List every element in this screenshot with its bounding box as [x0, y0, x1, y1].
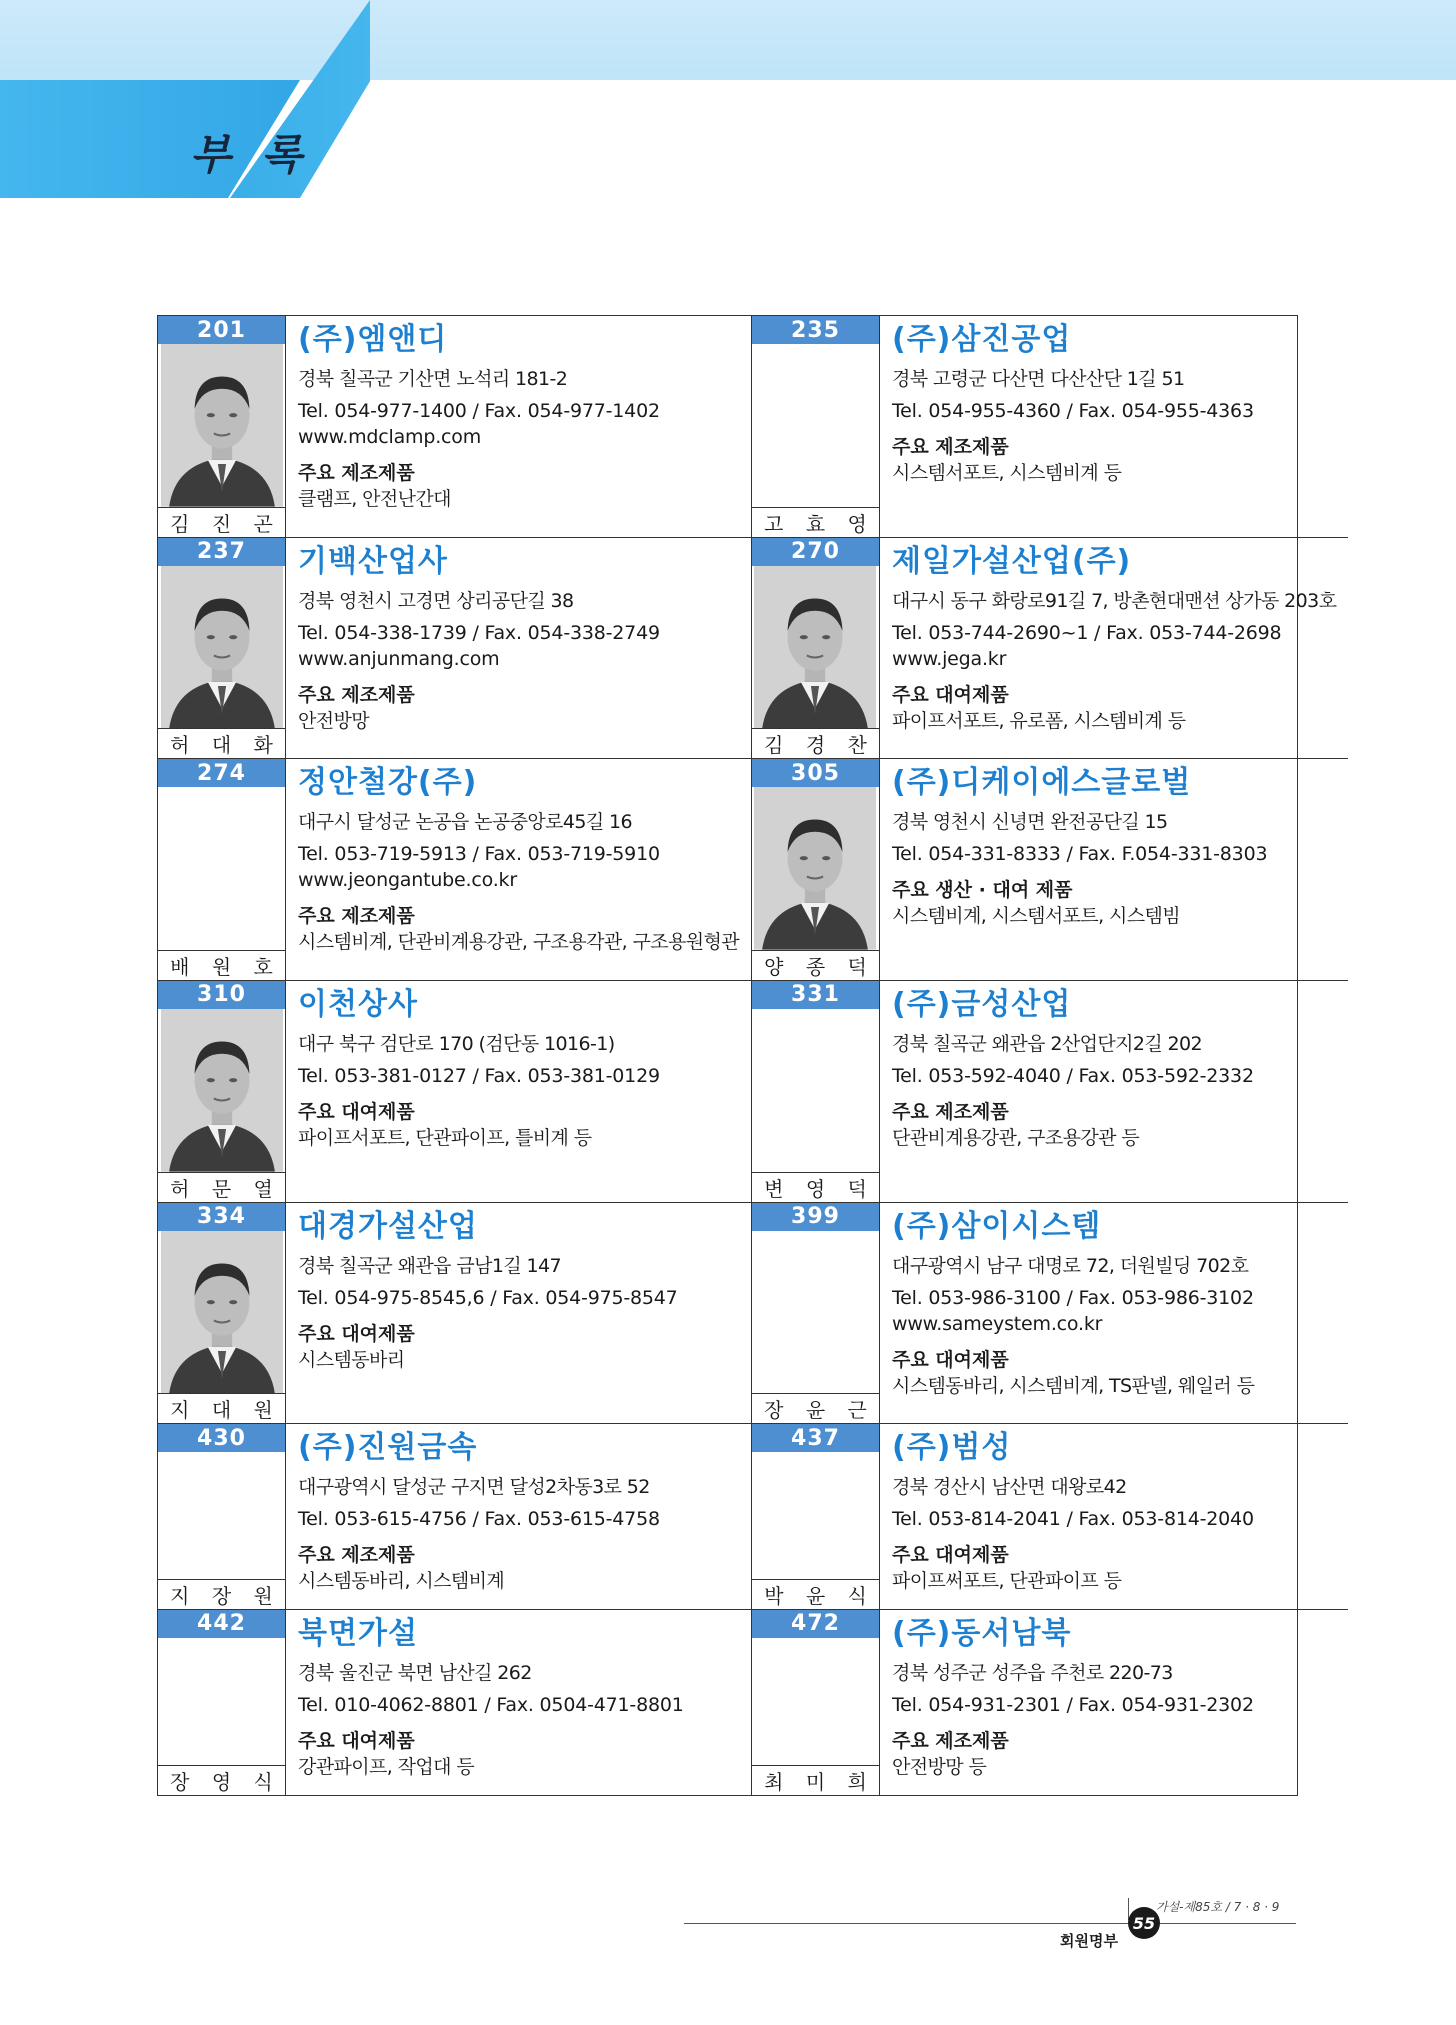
representative-name: 김 경 찬 — [752, 728, 879, 758]
company-info — [286, 1610, 751, 1795]
phone-fax: Tel. 053-814-2041 / Fax. 053-814-2040 — [891, 1508, 1254, 1531]
photo-box — [752, 344, 879, 507]
company-address: 경북 성주군 성주읍 주천로 220-73 — [891, 1661, 1173, 1684]
company-info — [880, 538, 1348, 759]
page-number: 55 — [1128, 1907, 1160, 1939]
photo-column — [752, 538, 880, 759]
products-heading: 주요 대여제품 — [298, 1100, 415, 1123]
photo-box — [158, 1009, 285, 1172]
products-list: 시스템동바리 — [298, 1348, 405, 1371]
company-name: (주)디케이에스글로벌 — [891, 765, 1192, 801]
photo-column — [158, 538, 286, 759]
member-number: 274 — [158, 759, 285, 787]
member-card — [752, 981, 1348, 1203]
company-name: (주)삼진공업 — [891, 322, 1072, 357]
company-name: (주)진원금속 — [298, 1430, 478, 1466]
photo-column — [752, 759, 880, 980]
photo-box — [158, 1452, 285, 1578]
representative-name: 허 대 화 — [158, 728, 285, 758]
company-address: 대구 북구 검단로 170 (검단동 1016-1) — [298, 1032, 615, 1055]
footer-rule — [684, 1923, 1296, 1924]
company-name: (주)삼이시스템 — [891, 1208, 1102, 1244]
company-info — [880, 1610, 1348, 1795]
member-card — [158, 316, 752, 538]
company-address: 경북 울진군 북면 남산길 262 — [298, 1661, 532, 1684]
products-list: 파이프써포트, 단관파이프 등 — [891, 1570, 1122, 1593]
phone-fax: Tel. 010-4062-8801 / Fax. 0504-471-8801 — [298, 1693, 684, 1716]
products-heading: 주요 생산 · 대여 제품 — [891, 879, 1073, 902]
photo-box — [752, 1009, 879, 1172]
member-number: 235 — [752, 316, 879, 344]
website-link[interactable]: www.sameystem.co.kr — [891, 1312, 1103, 1335]
photo-column — [158, 759, 286, 980]
representative-name: 최 미 희 — [752, 1765, 879, 1795]
company-name: 정안철강(주) — [298, 765, 478, 801]
phone-fax: Tel. 054-331-8333 / Fax. F.054-331-8303 — [891, 843, 1268, 866]
member-number: 310 — [158, 981, 285, 1009]
phone-fax: Tel. 053-615-4756 / Fax. 053-615-4758 — [298, 1508, 660, 1531]
company-info — [880, 316, 1348, 537]
company-address: 경북 칠곡군 왜관읍 금남1길 147 — [298, 1254, 562, 1277]
company-name: (주)동서남북 — [891, 1615, 1072, 1651]
products-heading: 주요 대여제품 — [298, 1729, 415, 1752]
member-number: 331 — [752, 981, 879, 1009]
products-list: 안전방망 등 — [891, 1755, 987, 1778]
products-heading: 주요 제조제품 — [298, 462, 415, 484]
company-name: 제일가설산업(주) — [891, 543, 1132, 579]
member-card — [752, 316, 1348, 538]
representative-name: 배 원 호 — [158, 950, 285, 980]
phone-fax: Tel. 053-592-4040 / Fax. 053-592-2332 — [891, 1064, 1254, 1087]
website-link[interactable]: www.mdclamp.com — [298, 426, 482, 448]
company-address: 경북 칠곡군 기산면 노석리 181-2 — [298, 368, 568, 390]
member-number: 334 — [158, 1203, 285, 1231]
company-info — [286, 981, 751, 1202]
company-info — [286, 316, 751, 537]
products-heading: 주요 대여제품 — [891, 1544, 1009, 1567]
representative-name: 지 장 원 — [158, 1579, 285, 1609]
products-list: 안전방망 — [298, 709, 370, 732]
member-card — [752, 1203, 1348, 1425]
products-heading: 주요 제조제품 — [298, 905, 415, 928]
company-address: 경북 영천시 고경면 상리공단길 38 — [298, 589, 574, 612]
photo-column — [752, 1424, 880, 1608]
company-name: (주)범성 — [891, 1430, 1012, 1466]
phone-fax: Tel. 053-719-5913 / Fax. 053-719-5910 — [298, 843, 660, 866]
member-number: 399 — [752, 1203, 879, 1231]
member-directory — [157, 315, 1337, 1796]
photo-box — [752, 1638, 879, 1765]
photo-box — [752, 566, 879, 729]
company-address: 대구광역시 달성군 구지면 달성2차동3로 52 — [298, 1476, 650, 1499]
products-heading: 주요 제조제품 — [298, 683, 415, 706]
phone-fax: Tel. 054-338-1739 / Fax. 054-338-2749 — [298, 621, 660, 644]
phone-fax: Tel. 054-931-2301 / Fax. 054-931-2302 — [891, 1693, 1254, 1716]
photo-box — [158, 1231, 285, 1394]
company-info — [880, 1424, 1348, 1608]
photo-column — [752, 1203, 880, 1424]
photo-column — [752, 316, 880, 537]
photo-column — [158, 1610, 286, 1795]
phone-fax: Tel. 054-955-4360 / Fax. 054-955-4363 — [891, 400, 1254, 422]
products-heading: 주요 제조제품 — [891, 1729, 1009, 1752]
representative-name: 박 윤 식 — [752, 1579, 879, 1609]
company-address: 대구광역시 남구 대명로 72, 더원빌딩 702호 — [891, 1254, 1249, 1277]
photo-column — [158, 1203, 286, 1424]
member-card — [158, 1424, 752, 1609]
member-number: 305 — [752, 759, 879, 787]
member-number: 437 — [752, 1424, 879, 1452]
member-number: 201 — [158, 316, 285, 344]
products-list: 파이프서포트, 단관파이프, 틀비계 등 — [298, 1126, 592, 1149]
member-number: 442 — [158, 1610, 285, 1638]
company-name: 기백산업사 — [298, 543, 448, 579]
products-heading: 주요 대여제품 — [891, 683, 1009, 706]
photo-column — [158, 981, 286, 1202]
portrait-photo — [754, 787, 876, 950]
website-link[interactable]: www.anjunmang.com — [298, 647, 500, 670]
phone-fax: Tel. 053-986-3100 / Fax. 053-986-3102 — [891, 1286, 1254, 1309]
products-heading: 주요 대여제품 — [891, 1348, 1009, 1371]
company-name: 이천상사 — [298, 986, 418, 1022]
member-card — [752, 1424, 1348, 1609]
representative-name: 김 진 곤 — [158, 507, 285, 537]
company-name: 대경가설산업 — [298, 1208, 478, 1244]
portrait-photo — [754, 566, 876, 729]
photo-box — [752, 1231, 879, 1394]
representative-name: 허 문 열 — [158, 1172, 285, 1202]
products-list: 강관파이프, 작업대 등 — [298, 1755, 475, 1778]
company-info — [286, 759, 751, 980]
representative-name: 지 대 원 — [158, 1393, 285, 1423]
member-card — [752, 759, 1348, 981]
products-list: 시스템동바리, 시스템비계, TS판넬, 웨일러 등 — [891, 1374, 1255, 1397]
company-address: 경북 칠곡군 왜관읍 2산업단지2길 202 — [891, 1032, 1202, 1055]
portrait-photo — [161, 1009, 283, 1172]
products-list: 시스템동바리, 시스템비계 — [298, 1570, 505, 1593]
member-card — [158, 538, 752, 760]
member-card — [158, 1610, 752, 1795]
phone-fax: Tel. 054-975-8545,6 / Fax. 054-975-8547 — [298, 1286, 678, 1309]
photo-box — [158, 566, 285, 729]
products-list: 시스템서포트, 시스템비계 등 — [891, 462, 1122, 484]
representative-name: 장 윤 근 — [752, 1393, 879, 1423]
website-link[interactable]: www.jega.kr — [891, 647, 1007, 670]
representative-name: 변 영 덕 — [752, 1172, 879, 1202]
company-name: (주)엠앤디 — [298, 322, 448, 357]
photo-column — [752, 981, 880, 1202]
footer-section-label: 회원명부 — [1060, 1932, 1118, 1950]
company-address: 경북 영천시 신녕면 완전공단길 15 — [891, 811, 1168, 834]
representative-name: 장 영 식 — [158, 1765, 285, 1795]
products-heading: 주요 제조제품 — [891, 1100, 1009, 1123]
phone-fax: Tel. 053-381-0127 / Fax. 053-381-0129 — [298, 1064, 660, 1087]
photo-box — [752, 787, 879, 950]
company-info — [880, 1203, 1348, 1424]
products-list: 시스템비계, 시스템서포트, 시스템빔 — [891, 905, 1181, 928]
member-number: 472 — [752, 1610, 879, 1638]
portrait-photo — [161, 344, 283, 507]
photo-column — [158, 1424, 286, 1608]
company-info — [880, 981, 1348, 1202]
member-card — [158, 1203, 752, 1425]
website-link[interactable]: www.jeongantube.co.kr — [298, 869, 517, 892]
portrait-photo — [161, 566, 283, 729]
photo-box — [158, 1638, 285, 1765]
products-heading: 주요 제조제품 — [298, 1544, 415, 1567]
company-info — [880, 759, 1348, 980]
header-band — [0, 0, 1456, 80]
products-heading: 주요 제조제품 — [891, 436, 1009, 458]
products-heading: 주요 대여제품 — [298, 1322, 415, 1345]
representative-name: 고 효 영 — [752, 507, 879, 537]
products-list: 시스템비계, 단관비계용강관, 구조용각관, 구조용원형관 — [298, 931, 739, 954]
photo-box — [158, 344, 285, 507]
member-number: 430 — [158, 1424, 285, 1452]
photo-box — [752, 1452, 879, 1578]
company-info — [286, 1203, 751, 1424]
portrait-photo — [161, 1231, 283, 1394]
company-name: 북면가설 — [298, 1615, 418, 1651]
products-list: 파이프서포트, 유로폼, 시스템비계 등 — [891, 709, 1186, 732]
issue-label: 가설-제85호 / 7 · 8 · 9 — [1156, 1900, 1280, 1914]
company-info — [286, 538, 751, 759]
products-list: 단관비계용강관, 구조용강관 등 — [891, 1126, 1140, 1149]
company-address: 경북 경산시 남산면 대왕로42 — [891, 1476, 1127, 1499]
member-number: 237 — [158, 538, 285, 566]
company-address: 대구시 달성군 논공읍 논공중앙로45길 16 — [298, 811, 633, 834]
company-address: 경북 고령군 다산면 다산산단 1길 51 — [891, 368, 1185, 390]
photo-column — [752, 1610, 880, 1795]
photo-column — [158, 316, 286, 537]
company-info — [286, 1424, 751, 1608]
phone-fax: Tel. 053-744-2690~1 / Fax. 053-744-2698 — [891, 621, 1282, 644]
company-address: 대구시 동구 화랑로91길 7, 방촌현대맨션 상가동 203호 — [891, 589, 1337, 612]
section-title: 부 록 — [190, 130, 310, 179]
member-number: 270 — [752, 538, 879, 566]
photo-box — [158, 787, 285, 950]
phone-fax: Tel. 054-977-1400 / Fax. 054-977-1402 — [298, 400, 660, 422]
company-name: (주)금성산업 — [891, 986, 1072, 1022]
member-card — [158, 759, 752, 981]
representative-name: 양 종 덕 — [752, 950, 879, 980]
member-card — [752, 538, 1348, 760]
member-card — [752, 1610, 1348, 1795]
products-list: 클램프, 안전난간대 — [298, 488, 451, 510]
member-card — [158, 981, 752, 1203]
